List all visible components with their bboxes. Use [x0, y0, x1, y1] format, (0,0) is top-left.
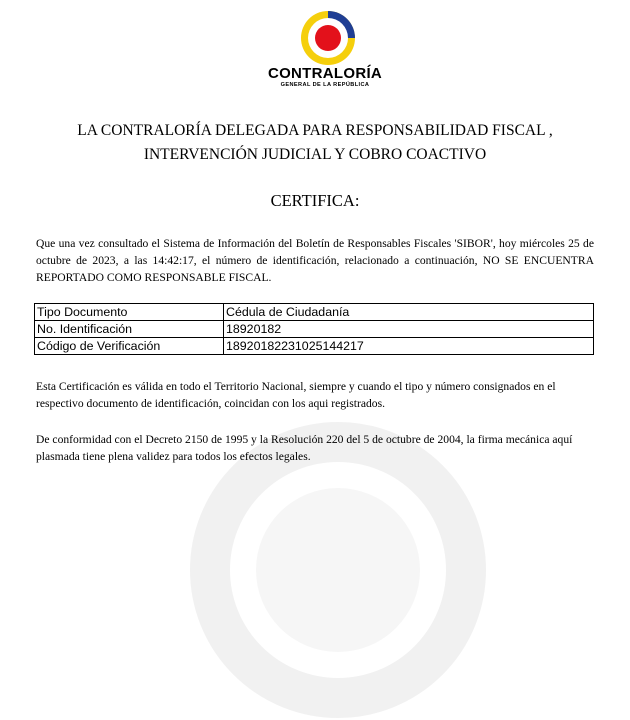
row-value: Cédula de Ciudadanía — [224, 304, 594, 321]
row-value: 18920182 — [224, 321, 594, 338]
identification-table — [34, 303, 594, 355]
brand-name: CONTRALORÍA — [267, 65, 383, 82]
row-label: No. Identificación — [35, 321, 224, 338]
row-label: Código de Verificación — [35, 338, 224, 355]
table-row — [35, 304, 594, 321]
intro-paragraph: Que una vez consultado el Sistema de Información del Boletín de Responsables Fiscales 'SIBOR', hoy miércoles 25 de octubre de 2023, a las 14:42:17, el número de identificación, relacionado a continuación, NO SE ENCUENTRA REPORTADO COMO RESPONSABLE FISCAL. — [36, 237, 594, 284]
table-row — [35, 321, 594, 338]
brand-block — [250, 66, 400, 89]
title-line-1: LA CONTRALORÍA DELEGADA PARA RESPONSABILIDAD FISCAL , — [77, 122, 553, 139]
watermark-seal — [188, 420, 488, 720]
row-value: 18920182231025144217 — [224, 338, 594, 355]
row-label: Tipo Documento — [35, 304, 224, 321]
contraloria-logo-icon — [300, 10, 356, 66]
validity-paragraph: Esta Certificación es válida en todo el Territorio Nacional, siempre y cuando el tipo y número consignados en el respectivo documento de identificación, coincidan con los aqui registrados. — [36, 380, 556, 410]
brand-subtitle: GENERAL DE LA REPÚBLICA — [280, 82, 370, 88]
table-row — [35, 338, 594, 355]
title-line-2: INTERVENCIÓN JUDICIAL Y COBRO COACTIVO — [143, 146, 487, 163]
certifica-heading: CERTIFICA: — [270, 191, 360, 210]
legal-paragraph: De conformidad con el Decreto 2150 de 1995 y la Resolución 220 del 5 de octubre de 2004, la firma mecánica aquí plasmada tiene plena validez para todos los efectos legales. — [36, 433, 573, 463]
